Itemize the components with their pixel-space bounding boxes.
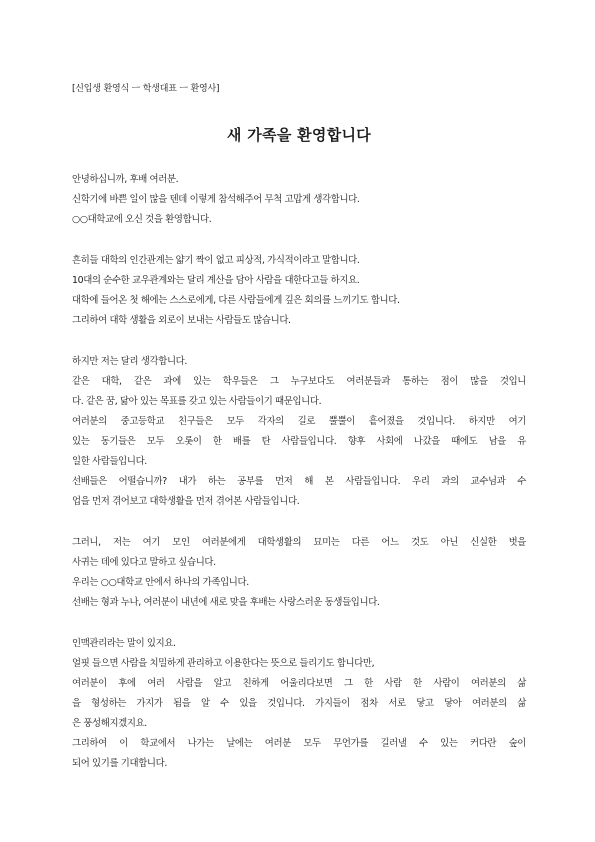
text-line: 안녕하십니까, 후배 여러분.	[72, 174, 179, 185]
text-line: 하지만 저는 달리 생각합니다.	[72, 356, 187, 367]
header-tag: [신입생 환영식 ㅡ 학생대표 ㅡ 환영사]	[72, 84, 220, 94]
text-line: 있는 동기들은 모두 오롯이 한 배를 탄 사람들입니다. 향후 사회에 나갔을 때에도 남을 유	[72, 436, 526, 447]
text-line: 되어 있기를 기대합니다.	[72, 758, 167, 769]
document-title: 새 가족을 환영합니다	[226, 126, 372, 144]
text-line: 같은 대학, 같은 과에 있는 학우들은 그 누구보다도 여러분들과 통하는 점이 많을 것입니	[72, 376, 526, 387]
paragraph	[72, 251, 526, 331]
text-line: 인맥관리라는 말이 있지요.	[72, 638, 176, 649]
text-line: 선배는 형과 누나, 여러분이 내년에 새로 맞을 후배는 사랑스러운 동생들입니다.	[72, 597, 380, 608]
paragraph	[72, 352, 526, 512]
text-line: 다. 같은 꿈, 닮아 있는 목표를 갖고 있는 사람들이기 때문입니다.	[72, 396, 322, 407]
text-line: 선배들은 어떨습니까? 내가 하는 공부를 먼저 해 본 사람들입니다. 우리 과의 교수님과 수	[72, 476, 526, 487]
document-page	[72, 82, 526, 795]
paragraph	[72, 634, 526, 774]
text-line: 우리는 ○○대학교 안에서 하나의 가족입니다.	[72, 577, 249, 588]
text-line: 여러분의 중고등학교 친구들은 모두 각자의 길로 뿔뿔이 흩어졌을 것입니다. 하지만 여기	[72, 416, 526, 427]
text-line: 대학에 들어온 첫 해에는 스스로에게, 다른 사람들에게 깊은 회의를 느끼기도 합니다.	[72, 295, 400, 306]
text-line: 업을 먼저 겪어보고 대학생활을 먼저 겪어본 사람들입니다.	[72, 496, 300, 507]
text-line: 그러니, 저는 여기 모인 여러분에게 대학생활의 묘미는 다른 어느 것도 아닌 신실한 벗을	[72, 537, 526, 548]
text-line: 을 형성하는 가지가 됨을 알 수 있을 것입니다. 가지들이 점차 서로 닿고 닿아 여러분의 삶	[72, 698, 526, 709]
text-line: ○○대학교에 오신 것을 환영합니다.	[72, 214, 212, 225]
text-line: 10대의 순수한 교우관계와는 달리 계산을 담아 사람을 대한다고들 하지요.	[72, 275, 360, 286]
text-line: 일한 사람들입니다.	[72, 456, 147, 467]
document-body	[72, 170, 526, 774]
text-line: 은 풍성해지겠지요.	[72, 718, 147, 729]
paragraph	[72, 170, 526, 230]
text-line: 사귀는 데에 있다고 말하고 싶습니다.	[72, 557, 216, 568]
text-line: 신학기에 바쁜 일이 많을 텐데 이렇게 참석해주어 무척 고맙게 생각합니다.	[72, 194, 360, 205]
text-line: 그리하여 이 학교에서 나가는 날에는 여러분 모두 무언가를 길러낼 수 있는 커다란 숲이	[72, 738, 526, 749]
text-line: 그리하여 대학 생활을 외로이 보내는 사람들도 많습니다.	[72, 315, 291, 326]
paragraph	[72, 533, 526, 613]
text-line: 얼핏 들으면 사람을 치밀하게 관리하고 이용한다는 뜻으로 들리기도 합니다만,	[72, 658, 375, 669]
text-line: 흔히들 대학의 인간관계는 얇기 짝이 없고 피상적, 가식적이라고 말합니다.	[72, 255, 360, 266]
text-line: 여러분이 후에 여러 사람을 알고 친하게 어울리다보면 그 한 사람 한 사람이 여러분의 삶	[72, 678, 526, 689]
